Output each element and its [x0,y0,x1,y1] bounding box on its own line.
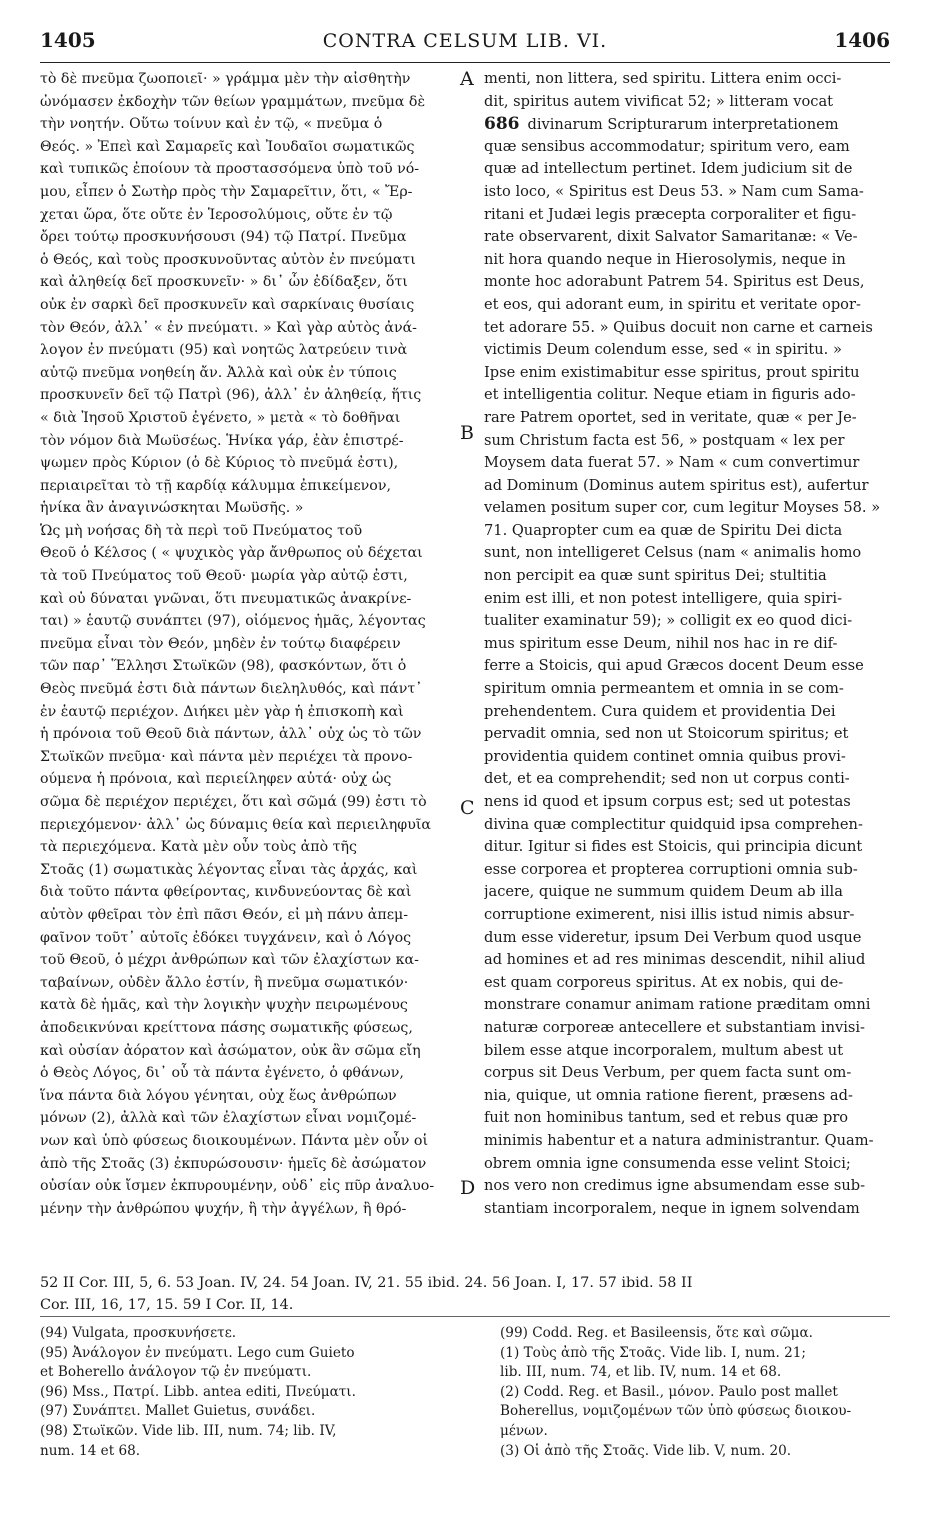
latin-text-line: providentia quidem continet omnia quibus provi- [484,747,846,765]
greek-text-line: ὁ Θεὸς Λόγος, δι᾽ οὗ τὰ πάντα ἐγένετο, ὁ φθάνων, [40,1065,404,1082]
greek-text-line: Ὡς μὴ νοήσας δὴ τὰ περὶ τοῦ Πνεύματος τοῦ [40,522,363,539]
greek-text-line: ούμενα ἡ πρόνοια, καὶ περιείληφεν αὐτά· οὐχ ὡς [40,771,392,788]
latin-text-line: minimis habentur et a natura administrantur. Quam- [484,1131,874,1149]
section-marker-b: B [460,422,474,444]
latin-text-line: nens id quod et ipsum corpus est; sed ut potestas [484,793,851,810]
footnote-line: Boherellus, νομιζομένων τῶν ὑπὸ φύσεως διοικου- [500,1403,852,1420]
greek-text-line: τὰ τοῦ Πνεύματος τοῦ Θεοῦ· μωρία γὰρ αὐτῷ ἐστι, [40,568,408,585]
latin-text-line: naturæ corporeæ antecellere et substantiam invisi- [484,1018,865,1036]
latin-text-line: stantiam incorporalem, neque in ignem solvendam [484,1199,860,1217]
latin-text-line: non percipit ea quæ sunt spiritus Dei; stultitia [484,567,827,585]
latin-text-line: jacere, quique ne summum quidem Deum ab illa [484,883,843,901]
greek-text-line: τὸ δὲ πνεῦμα ζωοποιεῖ· » γράμμα μὲν τὴν αἰσθητὴν [40,71,411,87]
running-title: CONTRA CELSUM LIB. VI. [322,30,608,52]
latin-text-line: tualiter examinatur 59); » colligit ex eo quod dici- [484,612,853,630]
footnotes-left [40,1324,460,1461]
page-number-right: 1406 [834,28,890,52]
footnote-line: (2) Codd. Reg. et Basil., μόνον. Paulo post mallet [500,1383,838,1400]
latin-text-line: divina quæ complectitur quidquid ipsa comprehen- [484,815,863,833]
latin-text-line: sunt, non intelligeret Celsus (nam « animalis homo [484,544,862,562]
greek-text-line: τὰ περιεχόμενα. Κατὰ μὲν οὖν τοὺς ἀπὸ τῆς [40,839,357,856]
latin-text-line: tet adorare 55. » Quibus docuit non carne et carneis [484,318,873,336]
edition-page-number: 686 [484,114,520,135]
scripture-reference-line: 52 II Cor. III, 5, 6. 53 Joan. IV, 24. 54 Joan. IV, 21. 55 ibid. 24. 56 Joan. I, 17. 57 ibid. 58 II [40,1275,693,1291]
latin-text-line: prehendentem. Cura quidem et providentia Dei [484,702,836,720]
greek-text-line: καὶ ἀληθείᾳ δεῖ προσκυνεῖν· » δι᾽ ὧν ἐδίδαξεν, ὅτι [40,274,408,291]
greek-text-line: μου, εἶπεν ὁ Σωτὴρ πρὸς τὴν Σαμαρεῖτιν, ὅτι, « Ἔρ- [40,183,413,200]
greek-text-line: ἵνα πάντα διὰ λόγου γένηται, οὐχ ἕως ἀνθρώπων [40,1087,397,1104]
greek-text-line: διὰ τοῦτο πάντα φθείροντας, κινδυνεύοντας δὲ καὶ [40,884,412,901]
latin-text-line: nit hora quando neque in Hierosolymis, neque in [484,250,846,268]
footnote-line: (3) Οἱ ἀπὸ τῆς Στοᾶς. Vide lib. V, num. 20. [500,1442,792,1459]
latin-text-line: ritani et Judæi legis præcepta corporaliter et figu- [484,205,857,223]
greek-text-line: οὐκ ἐν σαρκὶ δεῖ προσκυνεῖν καὶ σαρκίναις θυσίαις [40,296,415,313]
latin-text-line: corpus sit Deus Verbum, per quem facta sunt om- [484,1064,852,1082]
latin-text-line: et eos, qui adorant eum, in spiritu et veritate opor- [484,295,861,313]
latin-text-line: quæ sensibus accommodatur; spiritum vero, eam [484,137,850,155]
latin-text-line: ad Dominum (Dominus autem spiritus est), aufertur [484,476,869,494]
greek-text-line: τοῦ Θεοῦ, ὁ μέχρι ἀνθρώπων καὶ τῶν ἐλαχίστων κα- [40,952,419,969]
latin-text-line: Ipse enim existimabitur esse spiritus, prout spiritu [484,363,860,381]
footnote-line: (96) Mss., Πατρί. Libb. antea editi, Πνεύματι. [40,1383,356,1400]
latin-text-line: isto loco, « Spiritus est Deus 53. » Nam cum Sama- [484,182,864,200]
greek-text-line: ἡ πρόνοια τοῦ Θεοῦ διὰ πάντων, ἀλλ᾽ οὐχ ὡς τὸ τῶν [40,726,422,743]
greek-text-line: νων καὶ ὑπὸ φύσεως διοικουμένων. Πάντα μὲν οὖν οἱ [40,1132,429,1149]
page-header [40,28,890,62]
greek-text-line: προσκυνεῖν δεῖ τῷ Πατρὶ (96), ἀλλ᾽ ἐν ἀληθείᾳ, ἥτις [40,387,422,404]
greek-text-line: τῶν παρ᾽ Ἕλλησι Στωϊκῶν (98), φασκόντων, ὅτι ὁ [40,658,407,675]
notes-rule [40,1316,890,1317]
footnote-line: et Boherello ἀνάλογον τῷ ἐν πνεύματι. [40,1364,312,1381]
greek-text-line: τὴν νοητήν. Οὕτω τοίνυν καὶ ἐν τῷ, « πνεῦμα ὁ [40,116,383,133]
page-number-left: 1405 [40,28,96,52]
greek-text-line: μόνων (2), ἀλλὰ καὶ τῶν ἐλαχίστων εἶναι νομιζομέ- [40,1110,417,1127]
latin-text-line: ditur. Igitur si fides est Stoicis, qui principia dicunt [484,838,863,856]
greek-text-line: αὐτὸν φθεῖραι τὸν ἐπὶ πᾶσι Θεόν, εἰ μὴ πάνυ ἀπεμ- [40,906,409,923]
greek-text-line: Θεὸς πνεῦμά ἐστι διὰ πάντων διεληλυθός, καὶ πάντ᾽ [40,681,423,698]
greek-text-line: Στωϊκῶν πνεῦμα· καὶ πάντα μὲν περιέχει τὰ προνο- [40,748,413,765]
latin-text-line: quæ ad intellectum pertinet. Idem judicium sit de [484,160,853,178]
greek-text-line: περιεχόμενον· ἀλλ᾽ ὡς δύναμις θεία καὶ περιειληφυῖα [40,816,432,833]
section-marker-d: D [460,1177,476,1199]
greek-text-line: τὸν νόμον διὰ Μωϋσέως. Ἡνίκα γάρ, ἐὰν ἐπιστρέ- [40,432,404,449]
greek-text-line: χεται ὥρα, ὅτε οὔτε ἐν Ἱεροσολύμοις, οὔτε ἐν τῷ [40,206,393,223]
greek-text-line: μένην τὴν ἀνθρώπου ψυχήν, ἢ τὴν ἀγγέλων, ἢ θρό- [40,1200,407,1217]
latin-text-line: menti, non littera, sed spiritu. Littera enim occi- [484,70,842,87]
greek-text-line: αὐτῷ πνεῦμα νοηθείη ἄν. Ἀλλὰ καὶ οὐκ ἐν τύποις [40,364,397,381]
latin-text-line: fuit non hominibus tantum, sed et rebus quæ pro [484,1109,849,1127]
latin-column [484,68,892,1220]
greek-text-line: καὶ οὐ δύναται γνῶναι, ὅτι πνευματικῶς ἀνακρίνε- [40,590,412,607]
section-marker-a: A [460,68,474,90]
greek-text-line: ταβαίνων, οὐδὲν ἄλλο ἐστίν, ἢ πνεῦμα σωματικόν· [40,974,409,991]
latin-text-line: nos vero non credimus igne absumendam esse sub- [484,1177,866,1195]
greek-text-line: ὠνόμασεν ἐκδοχὴν τῶν θείων γραμμάτων, πνεῦμα δὲ [40,93,426,110]
greek-text-line: φαῖνον τοῦτ᾽ αὐτοῖς ἐδόκει τυγχάνειν, καὶ ὁ Λόγος [40,929,412,946]
latin-text-line [484,113,892,136]
greek-text-line: ὄρει τούτῳ προσκυνήσουσι (94) τῷ Πατρί. Πνεῦμα [40,229,407,246]
section-marker-c: C [460,797,475,819]
latin-text-line: monstrare conamur animam ratione præditam omni [484,996,871,1014]
greek-text-line: ὁ Θεός, καὶ τοὺς προσκυνοῦντας αὐτὸν ἐν πνεύματι [40,251,416,268]
latin-text-line: velamen positum super cor, cum legitur Moyses 58. » [484,499,881,517]
latin-text-line: bilem esse atque incorporalem, multum abest ut [484,1041,844,1059]
latin-text-line: monte hoc adorabunt Patrem 54. Spiritus est Deus, [484,273,865,291]
footnote-line: num. 14 et 68. [40,1442,141,1459]
latin-text-line: spiritum omnia permeantem et omnia in se com- [484,680,844,698]
footnote-line: lib. III, num. 74, et lib. IV, num. 14 et 68. [500,1364,782,1381]
greek-text-line: πνεῦμα εἶναι τὸν Θεόν, μηδὲν ἐν τούτῳ διαφέρειν [40,635,401,652]
latin-text-line: dit, spiritus autem vivificat 52; » litteram vocat [484,92,834,110]
greek-text-line: κατὰ δὲ ἡμᾶς, καὶ τὴν λογικὴν ψυχὴν πειρωμένους [40,997,408,1014]
greek-text-line: καὶ οὐσίαν ἀόρατον καὶ ἀσώματον, οὐκ ἂν σῶμα εἴη [40,1042,421,1059]
greek-text-line: ψωμεν πρὸς Κύριον (ὁ δὲ Κύριος τὸ πνεῦμά ἐστι), [40,455,399,472]
latin-text-line: esse corporea et propterea corruptioni omnia sub- [484,860,858,878]
footnote-line: (1) Τοὺς ἀπὸ τῆς Στοᾶς. Vide lib. I, num. 21; [500,1344,806,1361]
greek-text-line: Θεοῦ ὁ Κέλσος ( « ψυχικὸς γὰρ ἄνθρωπος οὐ δέχεται [40,545,423,562]
latin-text-line: dum esse videretur, ipsum Dei Verbum quod usque [484,928,862,946]
latin-text-line: rare Patrem oportet, sed in veritate, quæ « per Je- [484,408,857,426]
latin-text-line: est quam corporeus spiritus. At ex nobis, qui de- [484,973,844,991]
latin-text-line: nia, quique, ut omnia ratione fierent, præsens ad- [484,1086,853,1104]
footnote-line: (98) Στωϊκῶν. Vide lib. III, num. 74; lib. IV, [40,1422,337,1439]
greek-text-line: ται) » ἑαυτῷ συνάπτει (97), οἰόμενος ἡμᾶς, λέγοντας [40,613,426,630]
footnote-line: (94) Vulgata, προσκυνήσετε. [40,1325,237,1341]
greek-text-line: περιαιρεῖται τὸ τῇ καρδίᾳ κάλυμμα ἐπικείμενον, [40,477,391,494]
footnote-line: μένων. [500,1422,548,1439]
greek-text-line: λογον ἐν πνεύματι (95) καὶ νοητῶς λατρεύειν τινὰ [40,342,408,359]
latin-text-line: Moysem data fuerat 57. » Nam « cum convertimur [484,454,860,472]
scripture-references [40,1272,900,1316]
footnote-line: (97) Συνάπτει. Mallet Guietus, συνάδει. [40,1403,316,1420]
latin-text-line: corruptione eximerent, nisi illis istud nimis absur- [484,905,855,923]
header-rule [40,62,890,63]
latin-text-line: 71. Quapropter cum ea quæ de Spiritu Dei dicta [484,521,843,539]
latin-text-line: det, et ea comprehendit; sed non ut corpus conti- [484,770,850,788]
greek-text-line: καὶ τυπικῶς ἐποίουν τὰ προστασσόμενα ὑπὸ τοῦ νό- [40,161,420,178]
scripture-reference-line: Cor. III, 16, 17, 15. 59 I Cor. II, 14. [40,1297,294,1313]
latin-text-line: pervadit omnia, sed non ut Stoicorum spiritus; et [484,725,849,743]
latin-text-line: ferre a Stoicis, qui apud Græcos docent Deum esse [484,657,864,675]
greek-text-line: ἡνίκα ἂν ἀναγινώσκηται Μωϋσῆς. » [40,500,304,517]
latin-text-line: victimis Deum colendum esse, sed « in spiritu. » [484,341,842,359]
greek-text-line: Θεός. » Ἐπεὶ καὶ Σαμαρεῖς καὶ Ἰουδαῖοι σωματικῶς [40,138,415,155]
greek-text-line: οὐσίαν οὐκ ἴσμεν ἐκπυρουμένην, οὐδ᾽ εἰς πῦρ ἀναλυο- [40,1178,435,1195]
greek-text-line: « διὰ Ἰησοῦ Χριστοῦ ἐγένετο, » μετὰ « τὸ δοθῆναι [40,409,401,426]
latin-text-line: enim est illi, et non potest intelligere, quia spiri- [484,589,843,607]
latin-text-span: divinarum Scripturarum interpretationem [527,116,839,134]
greek-text-line: σῶμα δὲ περιέχον περιέχει, ὅτι καὶ σῶμά (99) ἐστι τὸ [40,794,427,810]
greek-text-line: ἐν ἑαυτῷ περιέχον. Διήκει μὲν γὰρ ἡ ἐπισκοπὴ καὶ [40,703,404,720]
greek-text-line: ἀπὸ τῆς Στοᾶς (3) ἐκπυρώσουσιν· ἡμεῖς δὲ ἀσώματον [40,1155,427,1172]
latin-text-line: et intelligentia colitur. Neque etiam in figuris ado- [484,386,856,404]
greek-text-line: ἀποδεικνύναι κρείττονα πάσης σωματικῆς φύσεως, [40,1019,413,1036]
greek-text-line: Στοᾶς (1) σωματικὰς λέγοντας εἶναι τὰς ἀρχάς, καὶ [40,861,418,878]
footnotes-right [500,1324,900,1461]
latin-text-line: obrem omnia igne consumenda esse velint Stoici; [484,1154,851,1172]
latin-text-line: mus spiritum esse Deum, nihil nos hac in re dif- [484,634,838,652]
greek-column [40,68,455,1220]
footnote-line: (95) Ἀνάλογον ἐν πνεύματι. Lego cum Guieto [40,1344,355,1361]
greek-text-line: τὸν Θεόν, ἀλλ᾽ « ἐν πνεύματι. » Καὶ γὰρ αὐτὸς ἀνά- [40,319,417,336]
latin-text-line: ad homines et ad res minimas descendit, nihil aliud [484,951,866,969]
latin-text-line: rate observarent, dixit Salvator Samaritanæ: « Ve- [484,228,858,246]
footnote-line: (99) Codd. Reg. et Basileensis, ὅτε καὶ σῶμα. [500,1325,813,1341]
latin-text-line: sum Christum facta est 56, » postquam « lex per [484,431,845,449]
